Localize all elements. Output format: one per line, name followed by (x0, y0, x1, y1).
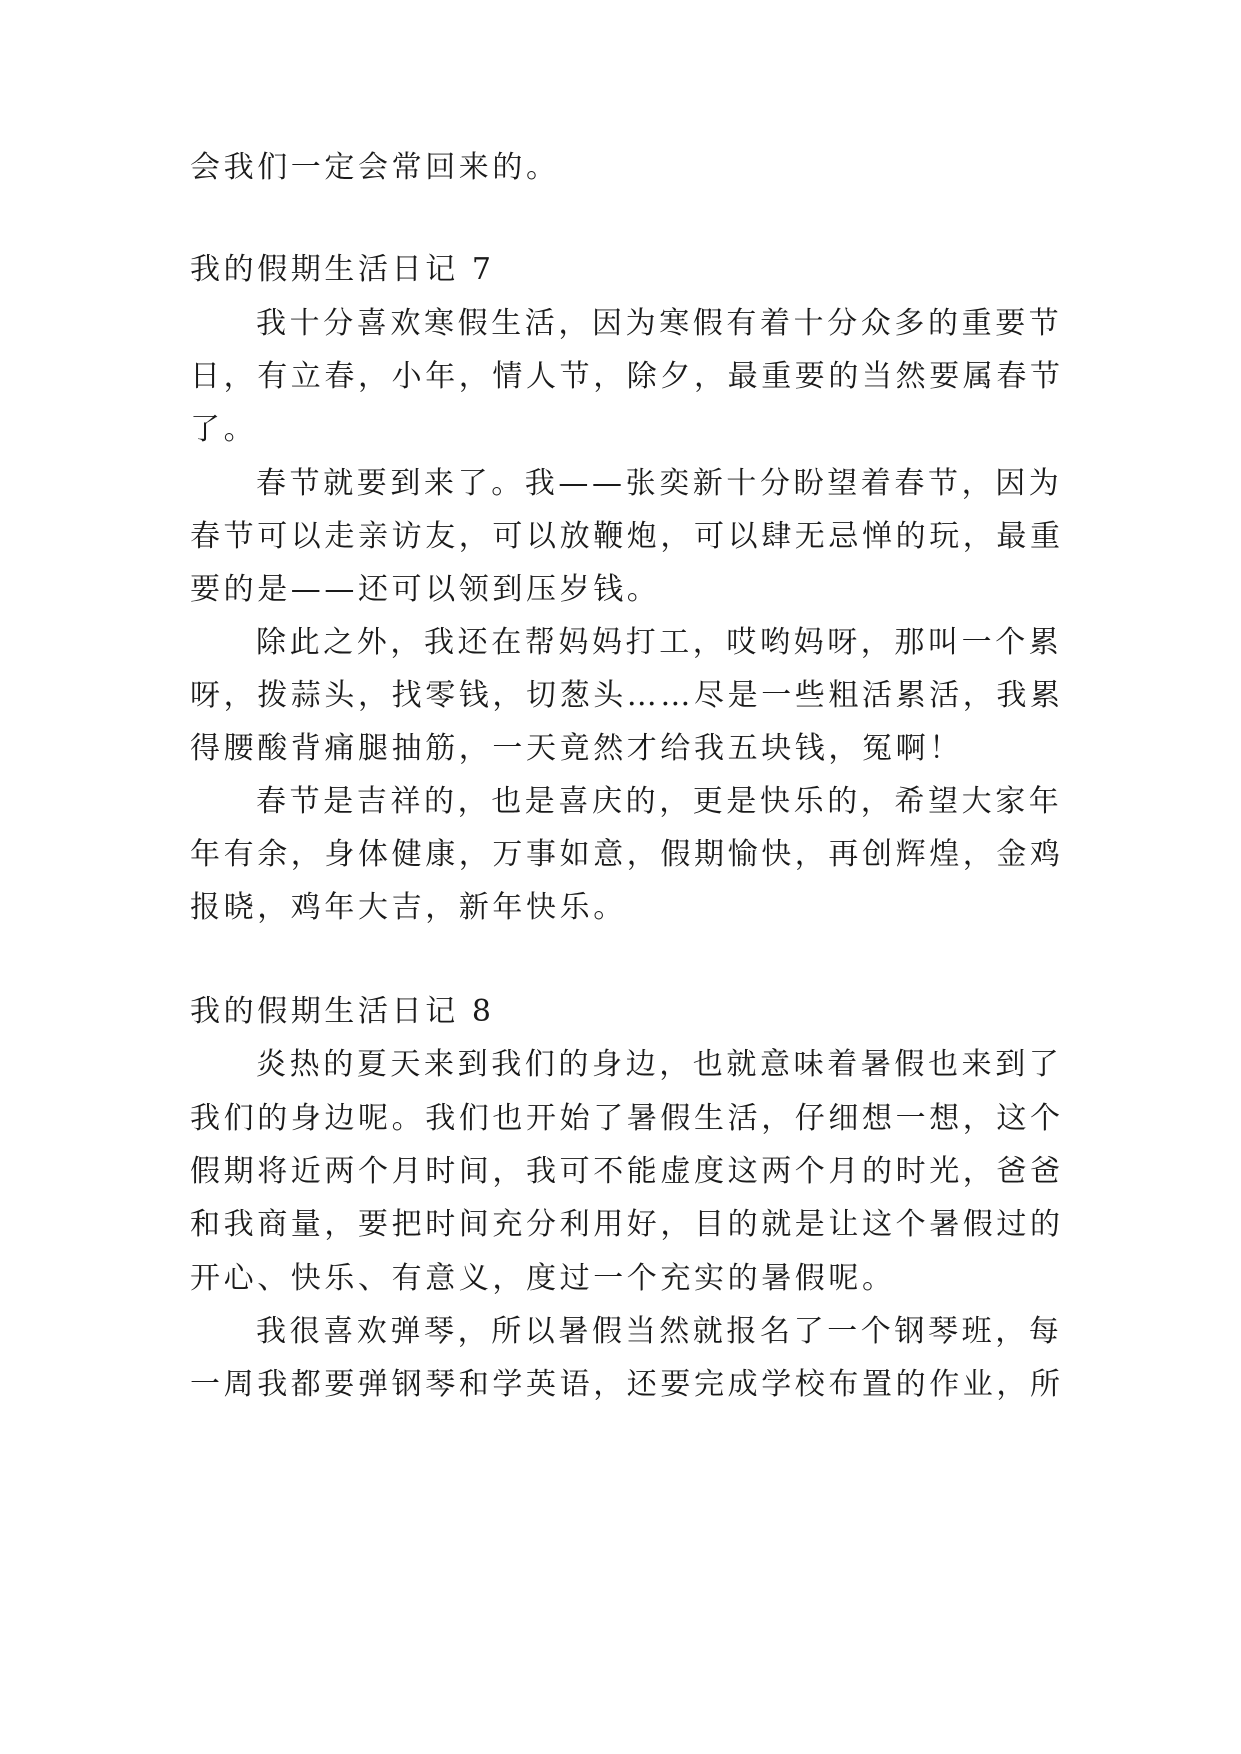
text-line: 要的是——还可以领到压岁钱。 (190, 572, 661, 607)
text-line: 报晓，鸡年大吉，新年快乐。 (190, 890, 627, 925)
text-line: 会我们一定会常回来的。 (190, 150, 560, 185)
text-line: 日，有立春，小年，情人节，除夕，最重要的当然要属春节 (190, 359, 1064, 394)
section-heading-diary-8: 我的假期生活日记 8 (190, 994, 495, 1029)
text-line: 春节就要到来了。我——张奕新十分盼望着春节，因为 (256, 466, 1063, 501)
section-heading-diary-7: 我的假期生活日记 7 (190, 252, 495, 287)
text-line: 我很喜欢弹琴，所以暑假当然就报名了一个钢琴班，每 (256, 1314, 1063, 1349)
text-line: 春节可以走亲访友，可以放鞭炮，可以肆无忌惮的玩，最重 (190, 519, 1064, 554)
text-line: 年有余，身体健康，万事如意，假期愉快，再创辉煌，金鸡 (190, 837, 1064, 872)
text-line: 一周我都要弹钢琴和学英语，还要完成学校布置的作业，所 (190, 1367, 1064, 1402)
text-line: 和我商量，要把时间充分利用好，目的就是让这个暑假过的 (190, 1207, 1064, 1242)
text-line: 呀，拨蒜头，找零钱，切葱头……尽是一些粗活累活，我累 (190, 678, 1064, 713)
text-line: 春节是吉祥的，也是喜庆的，更是快乐的，希望大家年 (256, 784, 1063, 819)
text-line: 除此之外，我还在帮妈妈打工，哎哟妈呀，那叫一个累 (256, 625, 1063, 660)
text-line: 炎热的夏天来到我们的身边，也就意味着暑假也来到了 (256, 1047, 1063, 1082)
text-line: 得腰酸背痛腿抽筋，一天竟然才给我五块钱，冤啊！ (190, 731, 963, 766)
text-line: 假期将近两个月时间，我可不能虚度这两个月的时光，爸爸 (190, 1154, 1064, 1189)
text-line: 开心、快乐、有意义，度过一个充实的暑假呢。 (190, 1261, 896, 1296)
text-line: 了。 (190, 412, 258, 447)
text-line: 我十分喜欢寒假生活，因为寒假有着十分众多的重要节 (256, 306, 1063, 341)
text-line: 我们的身边呢。我们也开始了暑假生活，仔细想一想，这个 (190, 1101, 1064, 1136)
